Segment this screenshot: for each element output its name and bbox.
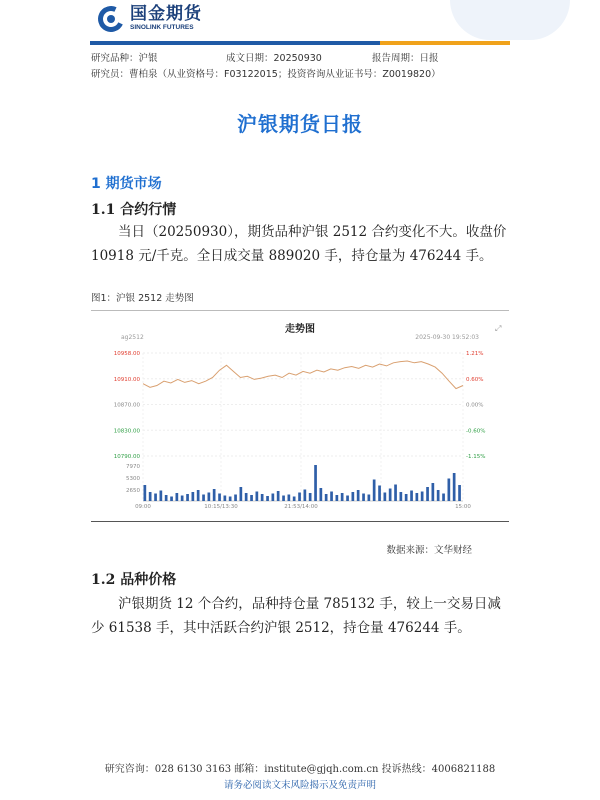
volume-bar <box>432 483 435 501</box>
subsection-heading-variety: 1.2 品种价格 <box>91 572 177 588</box>
volume-bar <box>325 494 328 501</box>
y-tick-label-left: 10958.00 <box>113 351 140 357</box>
volume-bar <box>202 495 205 502</box>
volume-bar <box>330 492 333 502</box>
volume-bar <box>373 480 376 502</box>
volume-bar <box>240 487 243 501</box>
volume-bar <box>245 493 248 501</box>
footer-contact: 研究咨询：028 6130 3163 邮箱：institute@gjqh.com.cn 投诉热线：4006821188 <box>104 764 496 775</box>
volume-bar <box>261 494 264 501</box>
volume-bar <box>352 492 355 501</box>
volume-bar <box>400 492 403 501</box>
subsection-heading-contract: 1.1 合约行情 <box>91 202 177 218</box>
volume-bar <box>298 493 301 502</box>
variety-paragraph: 沪银期货 12 个合约，品种持仓量 785132 手，较上一交易日减少 61538 手，其中活跃合约沪银 2512，持仓量 476244 手。 <box>91 596 501 636</box>
logo-icon <box>98 6 124 32</box>
volume-tick-label: 5300 <box>126 476 140 482</box>
y-tick-label-right: -0.60% <box>466 428 486 435</box>
price-line <box>143 361 463 389</box>
volume-bar <box>282 496 285 502</box>
volume-bar <box>442 494 445 502</box>
volume-bar <box>160 491 163 502</box>
volume-bar <box>272 494 275 502</box>
y-tick-label-right: 1.21% <box>466 351 484 357</box>
company-logo <box>98 6 202 32</box>
volume-bar <box>448 479 451 502</box>
volume-bar <box>362 494 365 502</box>
volume-bar <box>224 496 227 502</box>
volume-bar <box>405 494 408 501</box>
volume-bar <box>437 490 440 501</box>
footer-disclaimer[interactable]: 请务必阅读文末风险揭示及免责声明 <box>223 780 376 791</box>
y-tick-label-right: 0.60% <box>466 376 484 383</box>
meta-period: 报告周期：日报 <box>372 53 439 64</box>
section-heading: 1 期货市场 <box>91 176 162 192</box>
volume-bar <box>197 490 200 501</box>
volume-bar <box>309 493 312 501</box>
contract-paragraph: 当日（20250930），期货品种沪银 2512 合约变化不大。收盘价 10918 元/千克。全日成交量 889020 手，持仓量为 476244 手。 <box>91 224 507 264</box>
volume-bar <box>229 497 232 502</box>
meta-row-2: 研究员：曹柏泉（从业资格号：F03122015；投资咨询从业证书号：Z0019820） <box>91 69 441 80</box>
figure-source: 数据来源：文华财经 <box>386 545 472 556</box>
volume-tick-label: 2650 <box>126 488 140 494</box>
volume-bar <box>186 494 189 501</box>
y-tick-label-left: 10830.00 <box>113 428 140 435</box>
meta-variety: 研究品种：沪银 <box>91 53 158 64</box>
y-tick-label-left: 10790.00 <box>113 454 140 460</box>
y-tick-label-left: 10870.00 <box>113 402 140 409</box>
chart-title: 走势图 <box>285 324 315 335</box>
volume-bar <box>416 493 419 501</box>
logo-en-text: SINOLINK FUTURES <box>130 24 194 32</box>
volume-bar <box>304 490 307 502</box>
volume-bar <box>154 494 157 502</box>
volume-bar <box>378 486 381 502</box>
x-tick-label: 21:53/14:00 <box>284 504 318 510</box>
volume-bar <box>208 493 211 502</box>
volume-bar <box>234 495 237 502</box>
volume-bar <box>149 492 152 501</box>
volume-bar <box>341 493 344 501</box>
x-tick-label: 15:00 <box>455 504 471 510</box>
volume-tick-label: 7970 <box>126 464 140 470</box>
volume-bar <box>181 496 184 502</box>
volume-bar <box>144 485 147 501</box>
volume-bar <box>213 489 216 501</box>
volume-bar <box>256 492 259 502</box>
x-tick-label: 10:15/13:30 <box>204 504 238 510</box>
volume-bar <box>336 495 339 501</box>
volume-bar <box>384 493 387 502</box>
price-chart <box>91 310 509 522</box>
volume-bar <box>320 488 323 501</box>
y-tick-label-right: 0.00% <box>466 402 484 409</box>
volume-bar <box>357 490 360 501</box>
y-tick-label-left: 10910.00 <box>113 376 140 383</box>
volume-bar <box>346 496 349 502</box>
volume-bar <box>394 485 397 502</box>
volume-bar <box>192 492 195 501</box>
header-rule <box>90 41 510 45</box>
chart-symbol: ag2512 <box>121 334 144 341</box>
chart-timestamp: 2025-09-30 19:52:03 <box>415 334 479 341</box>
chart-expand-icon[interactable]: ⤢ <box>495 324 502 333</box>
volume-bar <box>266 496 269 501</box>
volume-bar <box>165 495 168 501</box>
volume-bar <box>426 487 429 501</box>
volume-bar <box>421 492 424 502</box>
meta-date: 成文日期：20250930 <box>226 53 322 64</box>
volume-bar <box>293 497 296 502</box>
volume-bar <box>389 489 392 502</box>
volume-bar <box>458 485 461 501</box>
x-tick-label: 09:00 <box>135 504 151 510</box>
y-tick-label-right: -1.15% <box>466 454 486 460</box>
volume-bar <box>368 495 371 502</box>
logo-cn-text: 国金期货 <box>130 4 202 25</box>
volume-bar <box>410 491 413 502</box>
volume-bar <box>453 473 456 501</box>
report-title: 沪银期货日报 <box>237 112 363 136</box>
volume-bar <box>218 494 221 502</box>
volume-bar <box>170 497 173 502</box>
figure-caption: 图1：沪银 2512 走势图 <box>91 293 194 304</box>
volume-bar <box>314 465 317 501</box>
volume-bar <box>277 491 280 501</box>
chart-svg <box>91 311 509 521</box>
volume-bar <box>250 495 253 501</box>
volume-bar <box>176 493 179 501</box>
header-watermark-shape <box>450 0 570 40</box>
volume-bar <box>288 495 291 502</box>
